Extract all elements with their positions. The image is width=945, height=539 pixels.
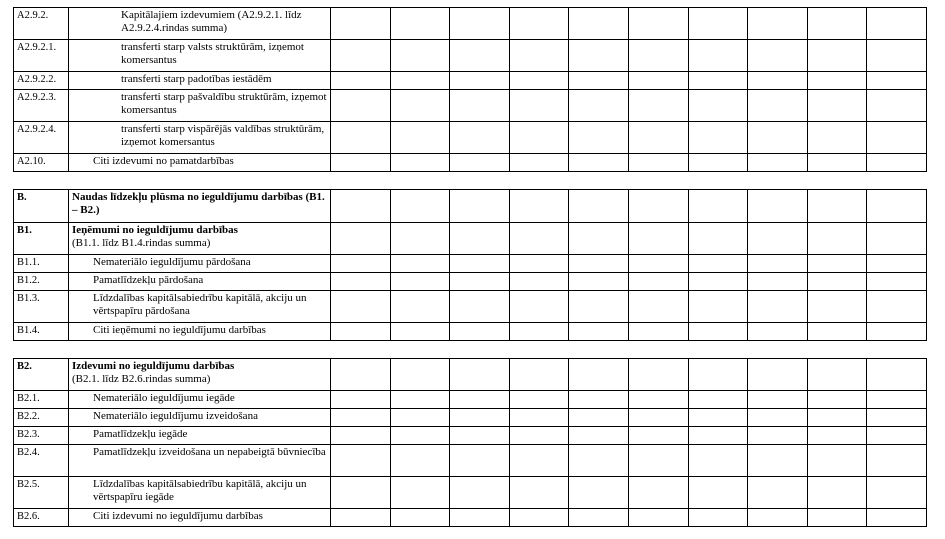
value-cell[interactable]	[450, 273, 510, 291]
value-cell[interactable]	[628, 40, 688, 72]
row-description	[69, 391, 331, 409]
value-cell[interactable]	[688, 409, 748, 427]
value-cell[interactable]	[867, 90, 927, 122]
value-cell[interactable]	[688, 40, 748, 72]
value-cell[interactable]	[867, 40, 927, 72]
row-description	[69, 154, 331, 172]
value-cell[interactable]	[748, 223, 808, 255]
value-cell[interactable]	[867, 391, 927, 409]
row-description	[69, 122, 331, 154]
row-code: A2.9.2.4.	[14, 122, 69, 154]
value-cell[interactable]	[807, 122, 867, 154]
value-cell[interactable]	[867, 359, 927, 391]
value-cell[interactable]	[748, 40, 808, 72]
row-code: B2.3.	[14, 427, 69, 445]
row-description-text: Līdzdalības kapitālsabiedrību kapitālā, akciju un vērtspapīru iegāde	[93, 478, 307, 503]
value-cell[interactable]	[867, 8, 927, 40]
value-cell[interactable]	[509, 122, 569, 154]
value-cell[interactable]	[807, 509, 867, 527]
value-cell[interactable]	[867, 323, 927, 341]
value-cell[interactable]	[450, 223, 510, 255]
row-description	[69, 273, 331, 291]
row-code: B1.4.	[14, 323, 69, 341]
value-cell[interactable]	[569, 445, 629, 477]
value-cell[interactable]	[628, 154, 688, 172]
value-cell[interactable]	[509, 72, 569, 90]
row-description-text: Pamatlīdzekļu iegāde	[93, 428, 188, 440]
row-description-text: Nemateriālo ieguldījumu izveidošana	[93, 410, 258, 422]
value-cell[interactable]	[807, 409, 867, 427]
value-cell[interactable]	[509, 445, 569, 477]
value-cell[interactable]	[509, 90, 569, 122]
value-cell[interactable]	[450, 255, 510, 273]
row-description	[69, 223, 331, 255]
value-cell[interactable]	[331, 273, 391, 291]
value-cell[interactable]	[807, 477, 867, 509]
value-cell[interactable]	[450, 190, 510, 223]
table-row	[14, 72, 927, 90]
value-cell[interactable]	[569, 359, 629, 391]
value-cell[interactable]	[450, 359, 510, 391]
value-cell[interactable]	[748, 477, 808, 509]
value-cell[interactable]	[569, 122, 629, 154]
value-cell[interactable]	[450, 323, 510, 341]
value-cell[interactable]	[509, 391, 569, 409]
value-cell[interactable]	[688, 90, 748, 122]
value-cell[interactable]	[867, 509, 927, 527]
value-cell[interactable]	[628, 477, 688, 509]
value-cell[interactable]	[331, 391, 391, 409]
row-description-text: Citi izdevumi no pamatdarbības	[93, 155, 234, 167]
value-cell[interactable]	[450, 409, 510, 427]
value-cell[interactable]	[331, 477, 391, 509]
value-cell[interactable]	[509, 359, 569, 391]
row-description-text: transferti starp vispārējās valdības struktūrām, izņemot komersantus	[121, 123, 325, 148]
value-cell[interactable]	[628, 445, 688, 477]
value-cell[interactable]	[569, 40, 629, 72]
value-cell[interactable]	[748, 427, 808, 445]
table-row	[14, 255, 927, 273]
value-cell[interactable]	[450, 445, 510, 477]
row-code: B2.1.	[14, 391, 69, 409]
value-cell[interactable]	[628, 427, 688, 445]
row-description	[69, 323, 331, 341]
value-cell[interactable]	[628, 323, 688, 341]
row-description	[69, 291, 331, 323]
table-row	[14, 477, 927, 509]
value-cell[interactable]	[509, 409, 569, 427]
value-cell[interactable]	[807, 427, 867, 445]
value-cell[interactable]	[867, 427, 927, 445]
value-cell[interactable]	[331, 255, 391, 273]
value-cell[interactable]	[748, 445, 808, 477]
table-row	[14, 427, 927, 445]
row-description-text: Pamatlīdzekļu pārdošana	[93, 274, 204, 286]
value-cell[interactable]	[867, 445, 927, 477]
value-cell[interactable]	[450, 90, 510, 122]
table-row	[14, 323, 927, 341]
row-code: B1.2.	[14, 273, 69, 291]
value-cell[interactable]	[509, 477, 569, 509]
row-description-subtext: (B1.1. līdz B1.4.rindas summa)	[72, 237, 211, 249]
value-cell[interactable]	[569, 509, 629, 527]
value-cell[interactable]	[748, 509, 808, 527]
value-cell[interactable]	[628, 509, 688, 527]
value-cell[interactable]	[628, 90, 688, 122]
value-cell[interactable]	[331, 445, 391, 477]
row-description-text: transferti starp valsts struktūrām, izņemot komersantus	[121, 41, 304, 66]
value-cell[interactable]	[867, 477, 927, 509]
row-description	[69, 409, 331, 427]
value-cell[interactable]	[509, 273, 569, 291]
value-cell[interactable]	[688, 223, 748, 255]
row-code: A2.9.2.2.	[14, 72, 69, 90]
value-cell[interactable]	[807, 323, 867, 341]
value-cell[interactable]	[748, 90, 808, 122]
value-cell[interactable]	[569, 291, 629, 323]
value-cell[interactable]	[509, 291, 569, 323]
value-cell[interactable]	[628, 273, 688, 291]
value-cell[interactable]	[509, 154, 569, 172]
value-cell[interactable]	[390, 427, 450, 445]
row-description	[69, 190, 331, 223]
value-cell[interactable]	[390, 291, 450, 323]
value-cell[interactable]	[688, 359, 748, 391]
value-cell[interactable]	[867, 72, 927, 90]
row-code: B2.4.	[14, 445, 69, 477]
row-description	[69, 8, 331, 40]
value-cell[interactable]	[807, 291, 867, 323]
value-cell[interactable]	[807, 391, 867, 409]
table-row	[14, 359, 927, 391]
value-cell[interactable]	[688, 509, 748, 527]
value-cell[interactable]	[450, 509, 510, 527]
value-cell[interactable]	[390, 509, 450, 527]
row-description-text: Nemateriālo ieguldījumu iegāde	[93, 392, 235, 404]
value-cell[interactable]	[628, 122, 688, 154]
value-cell[interactable]	[331, 154, 391, 172]
value-cell[interactable]	[748, 190, 808, 223]
value-cell[interactable]	[450, 8, 510, 40]
value-cell[interactable]	[628, 190, 688, 223]
value-cell[interactable]	[807, 72, 867, 90]
value-cell[interactable]	[509, 190, 569, 223]
value-cell[interactable]	[390, 391, 450, 409]
value-cell[interactable]	[331, 509, 391, 527]
table-row	[14, 409, 927, 427]
value-cell[interactable]	[688, 190, 748, 223]
value-cell[interactable]	[509, 255, 569, 273]
row-description-text: Izdevumi no ieguldījumu darbības	[72, 360, 235, 372]
value-cell[interactable]	[390, 323, 450, 341]
value-cell[interactable]	[748, 72, 808, 90]
row-description-text: Pamatlīdzekļu izveidošana un nepabeigtā būvniecība	[93, 446, 326, 458]
row-description-text: transferti starp padotības iestādēm	[121, 73, 272, 85]
value-cell[interactable]	[748, 8, 808, 40]
value-cell[interactable]	[628, 72, 688, 90]
row-description-text: Ieņēmumi no ieguldījumu darbības	[72, 224, 238, 236]
value-cell[interactable]	[569, 273, 629, 291]
value-cell[interactable]	[807, 190, 867, 223]
table-row	[14, 8, 927, 40]
row-code: B1.	[14, 223, 69, 255]
table-section-a2	[13, 7, 927, 172]
row-description	[69, 72, 331, 90]
value-cell[interactable]	[867, 154, 927, 172]
row-code: A2.9.2.	[14, 8, 69, 40]
value-cell[interactable]	[748, 323, 808, 341]
value-cell[interactable]	[450, 477, 510, 509]
value-cell[interactable]	[450, 122, 510, 154]
value-cell[interactable]	[390, 40, 450, 72]
value-cell[interactable]	[569, 190, 629, 223]
table-section-b	[13, 189, 927, 341]
table-row	[14, 291, 927, 323]
value-cell[interactable]	[628, 8, 688, 40]
value-cell[interactable]	[390, 477, 450, 509]
table-row	[14, 273, 927, 291]
value-cell[interactable]	[331, 359, 391, 391]
value-cell[interactable]	[509, 223, 569, 255]
value-cell[interactable]	[748, 154, 808, 172]
row-description	[69, 509, 331, 527]
value-cell[interactable]	[331, 90, 391, 122]
value-cell[interactable]	[569, 427, 629, 445]
value-cell[interactable]	[867, 190, 927, 223]
row-description-subtext: (B2.1. līdz B2.6.rindas summa)	[72, 373, 211, 385]
value-cell[interactable]	[569, 477, 629, 509]
value-cell[interactable]	[569, 323, 629, 341]
value-cell[interactable]	[867, 409, 927, 427]
value-cell[interactable]	[628, 223, 688, 255]
table-row	[14, 122, 927, 154]
value-cell[interactable]	[688, 445, 748, 477]
value-cell[interactable]	[390, 8, 450, 40]
row-code: B1.3.	[14, 291, 69, 323]
row-code: A2.10.	[14, 154, 69, 172]
value-cell[interactable]	[450, 72, 510, 90]
row-description	[69, 427, 331, 445]
value-cell[interactable]	[807, 90, 867, 122]
value-cell[interactable]	[390, 190, 450, 223]
row-code: B.	[14, 190, 69, 223]
value-cell[interactable]	[331, 8, 391, 40]
value-cell[interactable]	[628, 291, 688, 323]
value-cell[interactable]	[867, 223, 927, 255]
value-cell[interactable]	[569, 8, 629, 40]
row-description	[69, 477, 331, 509]
table-row	[14, 391, 927, 409]
value-cell[interactable]	[569, 154, 629, 172]
row-code: B1.1.	[14, 255, 69, 273]
table-row	[14, 154, 927, 172]
row-description	[69, 90, 331, 122]
value-cell[interactable]	[569, 72, 629, 90]
row-description-text: Naudas līdzekļu plūsma no ieguldījumu darbības (B1. – B2.)	[72, 191, 325, 216]
row-description-text: Citi ieņēmumi no ieguldījumu darbības	[93, 324, 266, 336]
table-section-b2	[13, 358, 927, 527]
value-cell[interactable]	[688, 72, 748, 90]
row-description-text: Līdzdalības kapitālsabiedrību kapitālā, akciju un vērtspapīru pārdošana	[93, 292, 307, 317]
table-row	[14, 509, 927, 527]
value-cell[interactable]	[867, 122, 927, 154]
value-cell[interactable]	[509, 40, 569, 72]
value-cell[interactable]	[331, 223, 391, 255]
value-cell[interactable]	[628, 359, 688, 391]
value-cell[interactable]	[628, 391, 688, 409]
row-code: B2.	[14, 359, 69, 391]
value-cell[interactable]	[867, 273, 927, 291]
value-cell[interactable]	[390, 154, 450, 172]
row-description-text: Nemateriālo ieguldījumu pārdošana	[93, 256, 251, 268]
value-cell[interactable]	[450, 427, 510, 445]
value-cell[interactable]	[688, 8, 748, 40]
row-description	[69, 255, 331, 273]
value-cell[interactable]	[807, 40, 867, 72]
value-cell[interactable]	[628, 409, 688, 427]
value-cell[interactable]	[450, 391, 510, 409]
value-cell[interactable]	[331, 190, 391, 223]
table-row	[14, 190, 927, 223]
value-cell[interactable]	[688, 323, 748, 341]
value-cell[interactable]	[688, 122, 748, 154]
value-cell[interactable]	[569, 90, 629, 122]
value-cell[interactable]	[748, 273, 808, 291]
value-cell[interactable]	[331, 409, 391, 427]
value-cell[interactable]	[390, 90, 450, 122]
value-cell[interactable]	[688, 391, 748, 409]
value-cell[interactable]	[748, 122, 808, 154]
value-cell[interactable]	[807, 223, 867, 255]
value-cell[interactable]	[390, 273, 450, 291]
value-cell[interactable]	[867, 291, 927, 323]
value-cell[interactable]	[807, 273, 867, 291]
value-cell[interactable]	[807, 8, 867, 40]
value-cell[interactable]	[569, 409, 629, 427]
value-cell[interactable]	[688, 427, 748, 445]
value-cell[interactable]	[390, 122, 450, 154]
value-cell[interactable]	[688, 477, 748, 509]
value-cell[interactable]	[748, 291, 808, 323]
row-code: A2.9.2.3.	[14, 90, 69, 122]
value-cell[interactable]	[569, 223, 629, 255]
value-cell[interactable]	[628, 255, 688, 273]
value-cell[interactable]	[450, 154, 510, 172]
value-cell[interactable]	[331, 291, 391, 323]
value-cell[interactable]	[509, 427, 569, 445]
value-cell[interactable]	[748, 359, 808, 391]
value-cell[interactable]	[450, 291, 510, 323]
value-cell[interactable]	[331, 122, 391, 154]
value-cell[interactable]	[331, 72, 391, 90]
value-cell[interactable]	[390, 359, 450, 391]
table-row	[14, 445, 927, 477]
value-cell[interactable]	[807, 445, 867, 477]
value-cell[interactable]	[331, 40, 391, 72]
table-row	[14, 40, 927, 72]
value-cell[interactable]	[331, 323, 391, 341]
value-cell[interactable]	[807, 154, 867, 172]
value-cell[interactable]	[748, 409, 808, 427]
value-cell[interactable]	[509, 8, 569, 40]
value-cell[interactable]	[748, 255, 808, 273]
value-cell[interactable]	[748, 391, 808, 409]
table-row	[14, 223, 927, 255]
value-cell[interactable]	[509, 323, 569, 341]
value-cell[interactable]	[807, 255, 867, 273]
value-cell[interactable]	[688, 154, 748, 172]
value-cell[interactable]	[569, 255, 629, 273]
value-cell[interactable]	[807, 359, 867, 391]
table-row	[14, 90, 927, 122]
row-description	[69, 359, 331, 391]
row-code: B2.6.	[14, 509, 69, 527]
row-code: B2.5.	[14, 477, 69, 509]
row-description	[69, 40, 331, 72]
value-cell[interactable]	[688, 291, 748, 323]
value-cell[interactable]	[509, 509, 569, 527]
row-description-text: transferti starp pašvaldību struktūrām, izņemot komersantus	[121, 91, 327, 116]
row-code: A2.9.2.1.	[14, 40, 69, 72]
value-cell[interactable]	[867, 255, 927, 273]
value-cell[interactable]	[331, 427, 391, 445]
value-cell[interactable]	[390, 255, 450, 273]
value-cell[interactable]	[390, 409, 450, 427]
row-description-text: Kapitālajiem izdevumiem (A2.9.2.1. līdz A2.9.2.4.rindas summa)	[121, 9, 302, 34]
value-cell[interactable]	[450, 40, 510, 72]
value-cell[interactable]	[390, 445, 450, 477]
row-code: B2.2.	[14, 409, 69, 427]
value-cell[interactable]	[688, 255, 748, 273]
value-cell[interactable]	[688, 273, 748, 291]
value-cell[interactable]	[569, 391, 629, 409]
row-description-text: Citi izdevumi no ieguldījumu darbības	[93, 510, 263, 522]
row-description	[69, 445, 331, 477]
value-cell[interactable]	[390, 223, 450, 255]
value-cell[interactable]	[390, 72, 450, 90]
